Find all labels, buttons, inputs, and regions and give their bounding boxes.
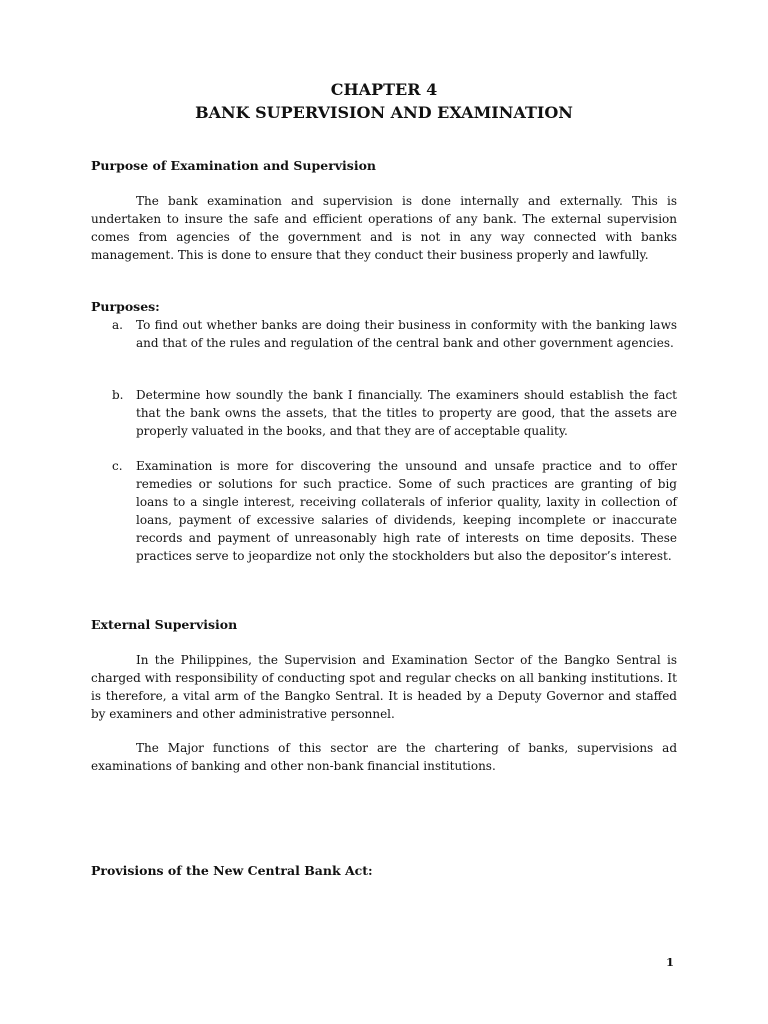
purpose-heading: Purpose of Examination and Supervision <box>91 158 376 173</box>
list-marker: c. <box>112 459 123 473</box>
page-number: 1 <box>666 955 675 969</box>
list-marker: b. <box>112 388 124 402</box>
list-item-text: Determine how soundly the bank I financially. The examiners should establish the fact that the bank owns the assets, that the titles to property are good, that the assets are properly valuated in the books, and that they are of acceptable quality. <box>136 388 677 438</box>
chapter-title: BANK SUPERVISION AND EXAMINATION <box>195 103 573 122</box>
chapter-number: CHAPTER 4 <box>330 80 438 99</box>
purpose-paragraph: The bank examination and supervision is done internally and externally. This is undertaken to insure the safe and efficient operations of any bank. The external supervision comes from agencies of the government and is not in any way connected with banks management. This is done to ensure that they conduct their business properly and lawfully. <box>91 194 677 262</box>
purposes-heading: Purposes: <box>91 299 160 314</box>
purpose-item-a <box>112 316 677 352</box>
external-paragraph-2: The Major functions of this sector are the chartering of banks, supervisions ad examinations of banking and other non-bank financial institutions. <box>91 741 677 773</box>
external-supervision-heading: External Supervision <box>91 617 238 632</box>
list-item-text: Examination is more for discovering the unsound and unsafe practice and to offer remedies or solutions for such practice. Some of such practices are granting of big loans to a single interest, receiving collaterals of inferior quality, laxity in collection of loans, payment of excessive salaries of dividends, keeping incomplete or inaccurate records and payment of unreasonably high rate of interests on time deposits. These practices serve to jeopardize not only the stockholders but also the depositor’s interest. <box>136 459 677 563</box>
list-item-text: To find out whether banks are doing their business in conformity with the banking laws and that of the rules and regulation of the central bank and other government agencies. <box>136 318 677 350</box>
list-marker: a. <box>112 318 123 332</box>
purpose-item-c <box>112 457 677 565</box>
purpose-item-b <box>112 386 677 440</box>
chapter-title-block <box>0 78 768 124</box>
provisions-heading: Provisions of the New Central Bank Act: <box>91 863 373 878</box>
external-paragraph-1: In the Philippines, the Supervision and Examination Sector of the Bangko Sentral is charged with responsibility of conducting spot and regular checks on all banking institutions. It is therefore, a vital arm of the Bangko Sentral. It is headed by a Deputy Governor and staffed by examiners and other administrative personnel. <box>91 653 677 721</box>
